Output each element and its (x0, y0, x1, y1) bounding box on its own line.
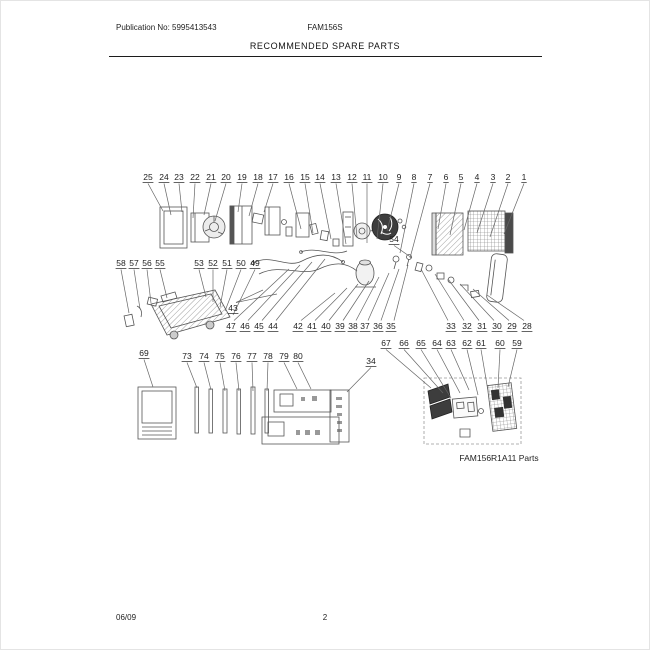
leader-line (264, 184, 273, 213)
callout-number-51: 51 (222, 258, 232, 268)
callout-number-24: 24 (159, 172, 169, 182)
callout-number-44: 44 (268, 321, 278, 331)
callout-number-55: 55 (155, 258, 165, 268)
callout-number-49: 49 (250, 258, 260, 268)
leader-line (121, 270, 129, 314)
callout-number-50: 50 (236, 258, 246, 268)
leader-line (236, 363, 239, 392)
callout-number-8: 8 (411, 172, 417, 182)
callout-number-33: 33 (446, 321, 456, 331)
leader-line (164, 184, 171, 216)
callout-number-21: 21 (206, 172, 216, 182)
callout-number-29: 29 (507, 321, 517, 331)
leader-line (220, 363, 225, 392)
exploded-parts-diagram (1, 1, 650, 650)
leader-line (204, 363, 211, 391)
leader-line (220, 270, 227, 308)
leader-line (144, 360, 153, 388)
callout-number-37: 37 (360, 321, 370, 331)
leader-line (467, 350, 478, 396)
callout-number-31: 31 (477, 321, 487, 331)
leader-line (336, 184, 346, 245)
leader-line (394, 265, 408, 321)
side-curtains (195, 387, 269, 434)
callout-number-59: 59 (512, 338, 522, 348)
callout-number-20: 20 (221, 172, 231, 182)
leader-line (504, 184, 524, 235)
callout-number-10: 10 (378, 172, 388, 182)
leader-line (400, 184, 414, 254)
callout-number-46: 46 (240, 321, 250, 331)
callout-number-38: 38 (348, 321, 358, 331)
leader-line (148, 184, 163, 212)
callout-number-78: 78 (263, 351, 273, 361)
callout-number-5: 5 (458, 172, 464, 182)
leader-line (508, 350, 517, 388)
leader-line (179, 184, 182, 213)
leader-line (276, 259, 325, 321)
leader-line (298, 363, 311, 390)
callout-number-9: 9 (396, 172, 402, 182)
callout-number-64: 64 (432, 338, 442, 348)
callout-number-61: 61 (476, 338, 486, 348)
callout-number-53: 53 (194, 258, 204, 268)
callout-number-73: 73 (182, 351, 192, 361)
leader-line (236, 290, 263, 303)
callout-number-25: 25 (143, 172, 153, 182)
callout-number-63: 63 (446, 338, 456, 348)
callout-number-69: 69 (139, 348, 149, 358)
callout-number-13: 13 (331, 172, 341, 182)
callout-number-7: 7 (427, 172, 433, 182)
callout-number-12: 12 (347, 172, 357, 182)
callout-number-56: 56 (142, 258, 152, 268)
callout-number-60: 60 (495, 338, 505, 348)
callout-number-4: 4 (474, 172, 480, 182)
callout-number-30: 30 (492, 321, 502, 331)
callout-number-67: 67 (381, 338, 391, 348)
front-panel (138, 387, 176, 439)
footer-page-number: 2 (322, 613, 328, 622)
leader-line (404, 350, 443, 394)
callout-number-76: 76 (231, 351, 241, 361)
diagram-caption: FAM156R1A11 Parts (459, 453, 539, 463)
leader-line (498, 350, 500, 389)
callout-number-58: 58 (116, 258, 126, 268)
leader-line (410, 184, 430, 259)
footer-date: 06/09 (116, 613, 137, 622)
callout-number-80: 80 (293, 351, 303, 361)
callout-number-79: 79 (279, 351, 289, 361)
callout-number-32: 32 (462, 321, 472, 331)
callout-number-22: 22 (190, 172, 200, 182)
callout-number-43: 43 (228, 303, 238, 313)
callout-number-52: 52 (208, 258, 218, 268)
leader-line (234, 269, 289, 321)
callout-number-11: 11 (362, 172, 372, 182)
model-header: FAM156S (307, 23, 343, 32)
callout-number-1: 1 (521, 172, 527, 182)
callout-number-39: 39 (335, 321, 345, 331)
callout-number-75: 75 (215, 351, 225, 361)
callout-number-16: 16 (284, 172, 294, 182)
leader-line (347, 368, 371, 393)
callout-number-23: 23 (174, 172, 184, 182)
callout-number-47: 47 (226, 321, 236, 331)
callout-number-6: 6 (443, 172, 449, 182)
callout-number-2: 2 (505, 172, 511, 182)
callout-number-36: 36 (373, 321, 383, 331)
callout-number-15: 15 (300, 172, 310, 182)
callout-number-3: 3 (490, 172, 496, 182)
leader-line (238, 184, 242, 213)
callout-number-74: 74 (199, 351, 209, 361)
leader-line (301, 293, 335, 321)
leader-line (134, 270, 140, 310)
leader-line (248, 265, 300, 321)
callout-number-19: 19 (237, 172, 247, 182)
leader-line (187, 363, 197, 389)
callout-number-41: 41 (307, 321, 317, 331)
publication-number: Publication No: 5995413543 (116, 23, 217, 32)
callout-number-66: 66 (399, 338, 409, 348)
callout-number-57: 57 (129, 258, 139, 268)
callout-number-77: 77 (247, 351, 257, 361)
leader-line (451, 350, 469, 391)
callout-number-40: 40 (321, 321, 331, 331)
callout-number-54: 54 (389, 234, 399, 244)
leader-line (289, 184, 301, 230)
callout-number-35: 35 (386, 321, 396, 331)
leader-line (249, 184, 258, 217)
leader-line (204, 184, 211, 216)
callout-number-65: 65 (416, 338, 426, 348)
callout-number-18: 18 (253, 172, 263, 182)
leader-line (160, 270, 167, 299)
leader-line (215, 184, 226, 222)
leader-line (487, 295, 524, 321)
callout-number-45: 45 (254, 321, 264, 331)
leader-line (481, 350, 488, 392)
callout-number-34: 34 (366, 356, 376, 366)
callout-number-42: 42 (293, 321, 303, 331)
callout-number-14: 14 (315, 172, 325, 182)
callout-number-28: 28 (522, 321, 532, 331)
callout-layer (116, 172, 533, 398)
callout-number-62: 62 (462, 338, 472, 348)
callout-number-17: 17 (268, 172, 278, 182)
page-title: RECOMMENDED SPARE PARTS (249, 41, 401, 51)
leader-line (284, 363, 297, 390)
base-pan (151, 290, 230, 339)
accessory-boxes (262, 390, 349, 444)
leader-line (267, 363, 268, 392)
